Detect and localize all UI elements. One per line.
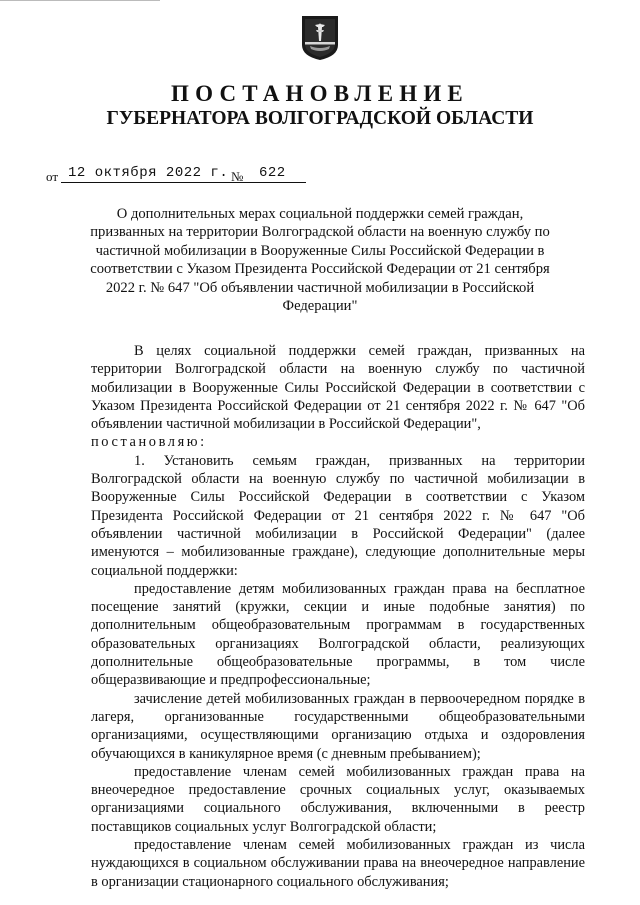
preamble-paragraph: В целях социальной поддержки семей граждан, призванных на территории Волгоградской области на военную службу по частичной мобилизации в Вооруженные Силы Российской Федерации в соответствии с Указом Президента Российской Федерации от 21 сентября 2022 г. № 647 "Об объявлении частичной мобилизации в Российской Федерации", (91, 343, 585, 433)
from-label: от (46, 169, 59, 184)
number-label: № (231, 169, 244, 184)
document-subject: О дополнительных мерах социальной поддержки семей граждан, призванных на территории Волгоградской области на военную службу по частичной мобилизации в Вооруженные Силы Российской Федерации в соответствии с Указом Президента Российской Федерации от 21 сентября 2022 г. № 647 "Об объявлении частичной мобилизации в Российской Федерации" (90, 206, 550, 315)
document-body (91, 342, 585, 891)
decree-word: постановляю: (91, 434, 207, 451)
document-date: 12 октября 2022 г. (68, 165, 229, 181)
item-1-paragraph: 1. Установить семьям граждан, призванных на территории Волгоградской области на военную службу по частичной мобилизации в Вооруженные Силы Российской Федерации в соответствии с Указом Президента Российской Федерации от 21 сентября 2022 г. № 647 "Об объявлении частичной мобилизации в Российской Федерации" (далее именуются – мобилизованные граждане), следующие дополнительные меры социальной поддержки: (91, 452, 585, 579)
date-number-line (46, 163, 326, 185)
date-underline (61, 182, 253, 183)
issuing-authority: ГУБЕРНАТОРА ВОЛГОГРАДСКОЙ ОБЛАСТИ (106, 108, 534, 129)
measure-paragraph-1: предоставление детям мобилизованных граждан права на бесплатное посещение занятий (кружки, секции и иные подобные занятия) по дополнительным общеобразовательным программам в государственных образовательных организациях Волгоградской области, реализующих дополнительные общеобразовательные программы, в том числе общеразвивающие и предпрофессиональные; (91, 580, 585, 689)
measure-paragraph-2: зачисление детей мобилизованных граждан в первоочередном порядке в лагеря, организованные государственными общеобразовательными организациями, осуществляющими организацию отдыха и оздоровления обучающихся в каникулярное время (с дневным пребыванием); (91, 690, 585, 762)
measure-paragraph-3: предоставление членам семей мобилизованных граждан права на внеочередное предоставление срочных социальных услуг, оказываемых организациями социального обслуживания, включенными в реестр поставщиков социальных услуг Волгоградской области; (91, 763, 585, 835)
document-number: 622 (259, 165, 286, 181)
measure-paragraph-4: предоставление членам семей мобилизованных граждан из числа нуждающихся в социальном обслуживании права на внеочередное направление в организации стационарного социального обслуживания; (91, 837, 585, 890)
scan-edge-line (0, 0, 160, 1)
document-title: ПОСТАНОВЛЕНИЕ (171, 81, 469, 106)
number-underline (246, 182, 306, 183)
coat-of-arms-icon (301, 15, 339, 61)
